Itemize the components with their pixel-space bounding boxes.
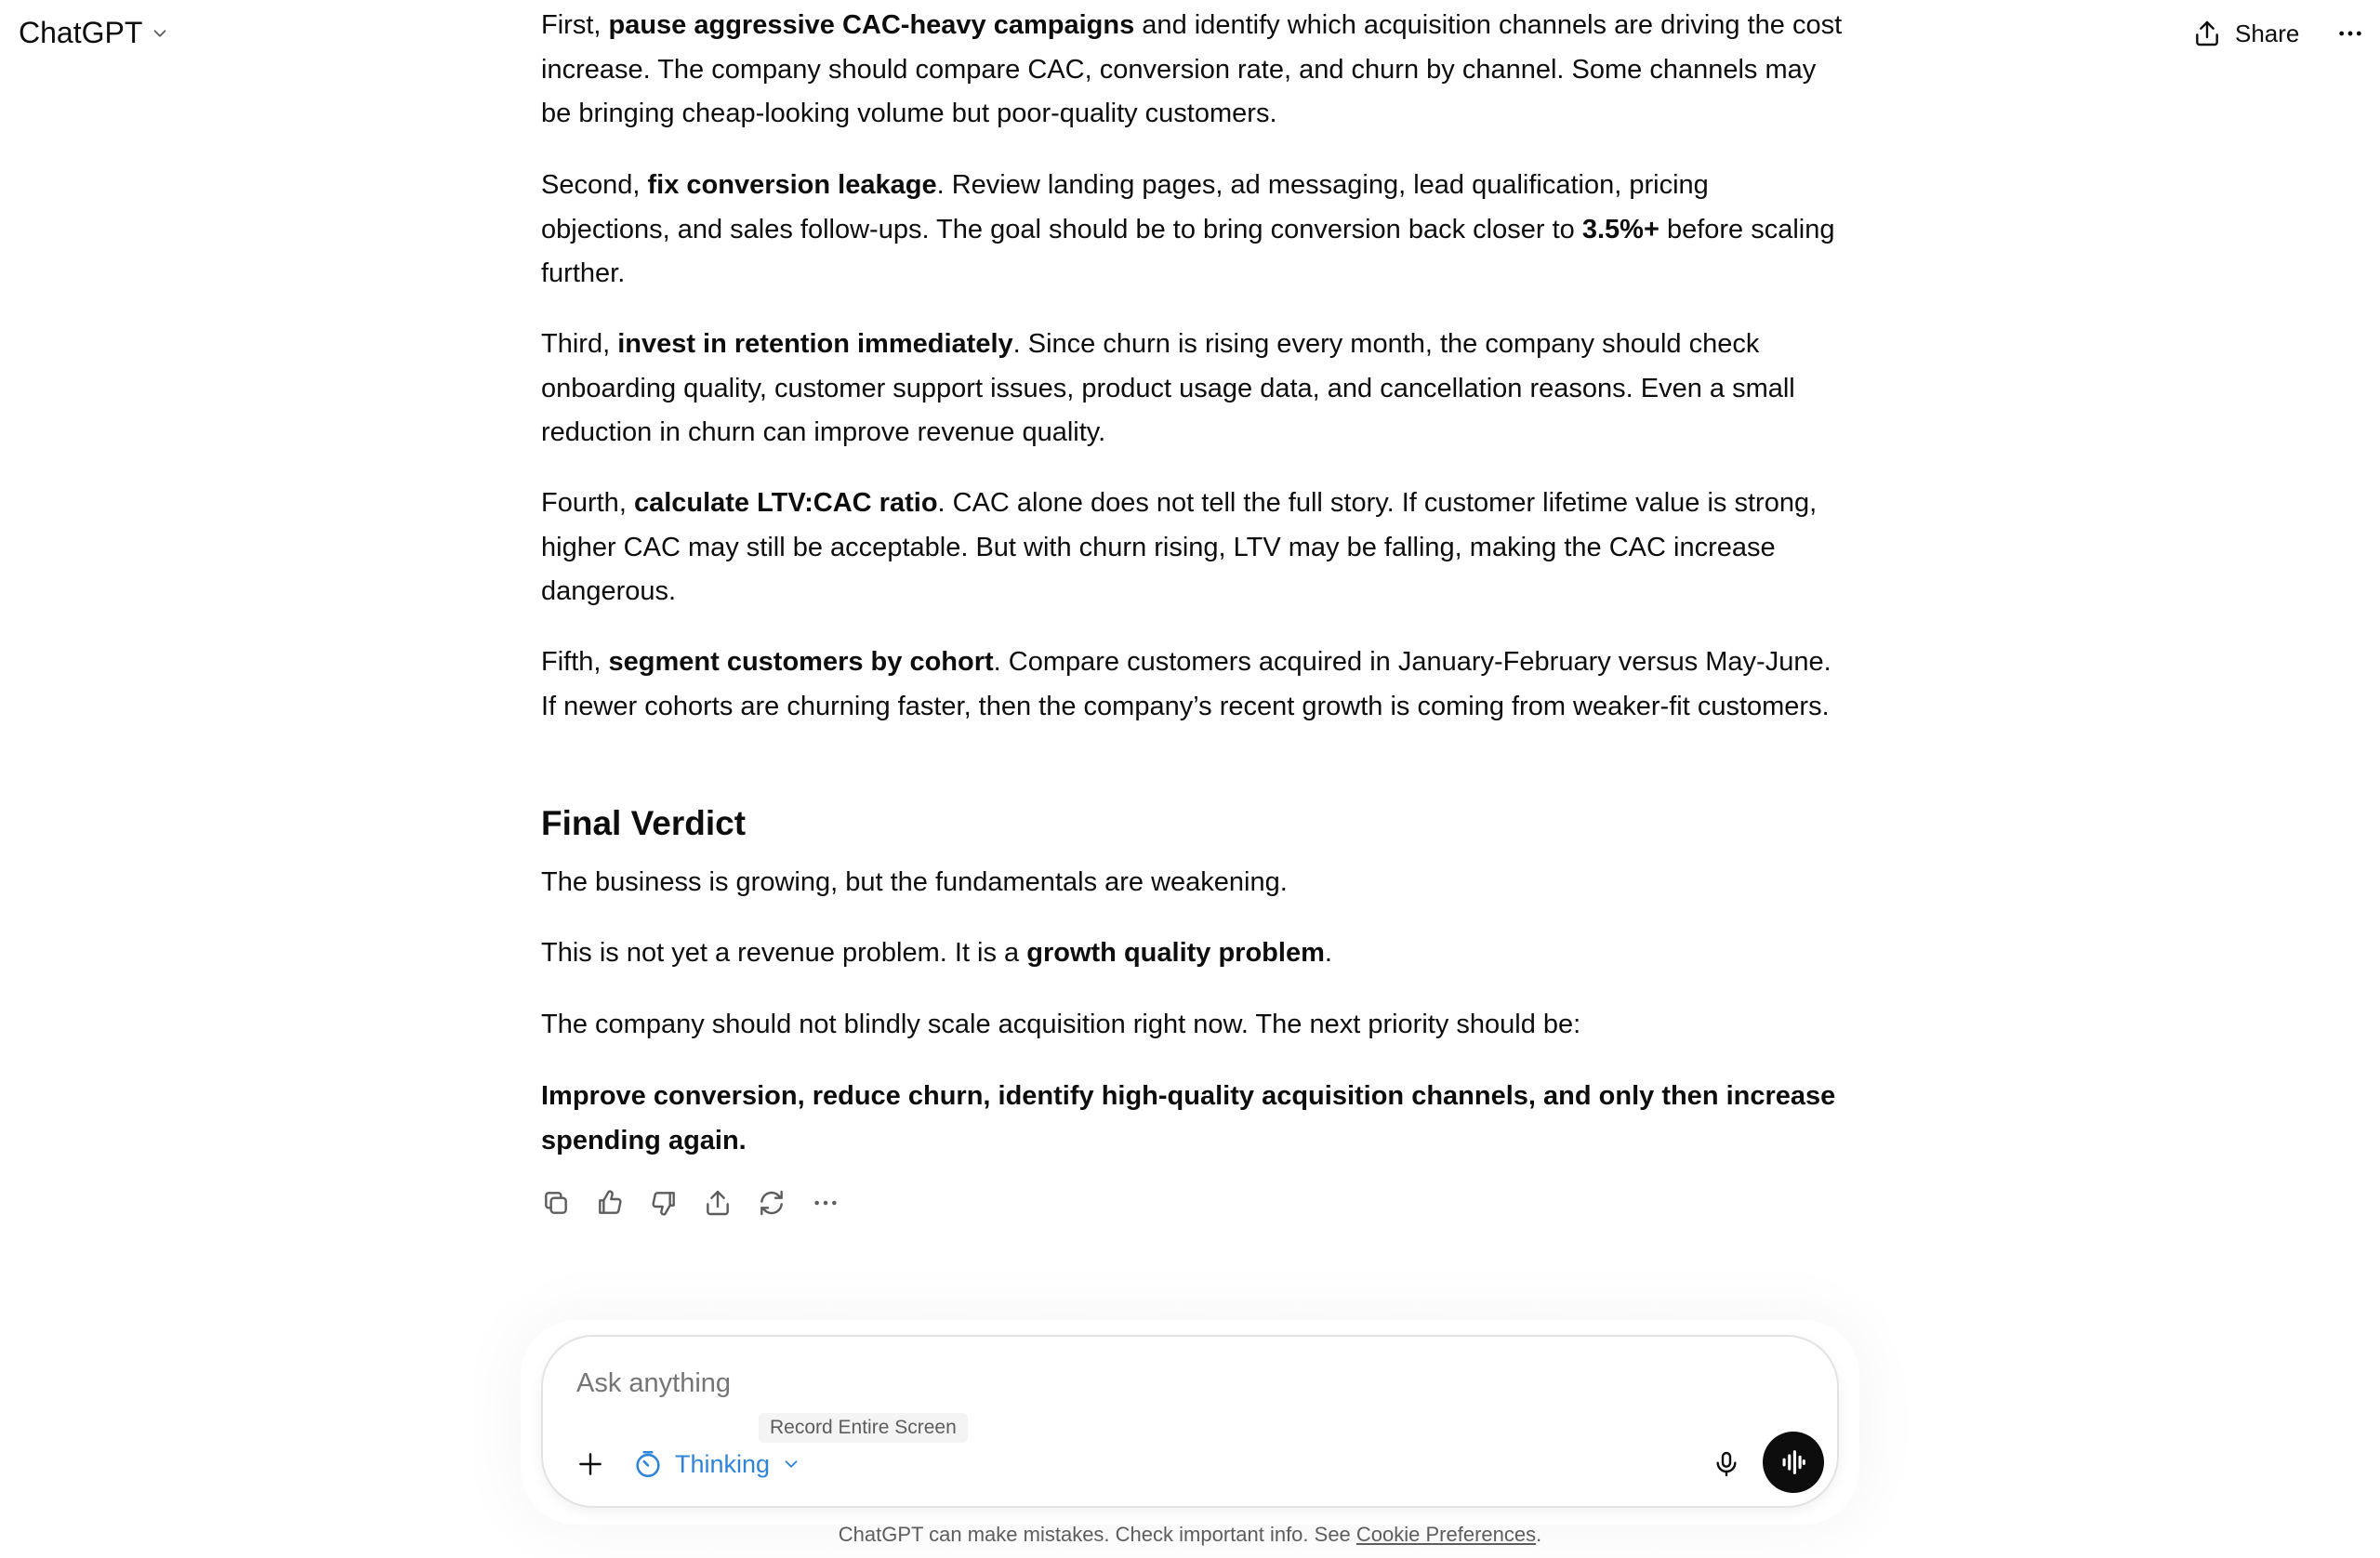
- thumbs-up-button[interactable]: [591, 1184, 628, 1221]
- bold-text: calculate LTV:CAC ratio: [633, 488, 938, 518]
- message-paragraph: [541, 1075, 1843, 1163]
- voice-waveform-icon: [1778, 1446, 1809, 1478]
- conversation-options-button[interactable]: [2332, 15, 2369, 52]
- message-paragraph: [541, 931, 1843, 976]
- message-actions: [537, 1184, 844, 1221]
- bold-text: pause aggressive CAC-heavy campaigns: [608, 10, 1135, 40]
- text-run: before scaling further.: [541, 214, 1835, 288]
- text-run: and identify which acquisition channels are driving the cost increase. The company should compare CAC, conversion rate, and churn by channel. Some channels may be bringing cheap-looking volume but poor-quality customers.: [541, 10, 1843, 128]
- text-run: First,: [541, 10, 609, 40]
- model-selector[interactable]: [19, 14, 170, 51]
- message-paragraph: [541, 323, 1843, 456]
- cookie-preferences-link[interactable]: Cookie Preferences: [1355, 1523, 1537, 1546]
- share-icon: [703, 1188, 733, 1218]
- refresh-icon: [757, 1188, 787, 1218]
- copy-icon: [541, 1188, 571, 1218]
- app-title: ChatGPT: [19, 16, 143, 49]
- bold-text: Improve conversion, reduce churn, identify high-quality acquisition channels, and only then increase spending again.: [541, 1081, 1836, 1155]
- bold-text: 3.5%+: [1581, 214, 1659, 244]
- text-run: The business is growing, but the fundamentals are weakening.: [541, 867, 1288, 897]
- disclaimer: [0, 1519, 2380, 1551]
- bold-text: growth quality problem: [1026, 938, 1325, 968]
- text-run: . Since churn is rising every month, the company should check onboarding quality, customer support issues, product usage data, and cancellation reasons. Even a small reduction in churn can improve revenue quality.: [541, 329, 1795, 447]
- text-run: Second,: [541, 170, 648, 200]
- prompt-input[interactable]: [576, 1365, 1692, 1402]
- message-paragraph: [541, 640, 1843, 729]
- chevron-down-icon: [150, 23, 170, 44]
- thinking-mode-button[interactable]: [632, 1443, 801, 1485]
- share-label: Share: [2235, 19, 2300, 47]
- thinking-mode-label: Thinking: [675, 1449, 771, 1478]
- bold-text: invest in retention immediately: [617, 329, 1013, 359]
- dictate-button[interactable]: [1705, 1443, 1748, 1485]
- message-paragraph: [541, 482, 1843, 614]
- text-run: The company should not blindly scale acquisition right now. The next priority should be:: [541, 1010, 1581, 1039]
- bold-text: fix conversion leakage: [647, 170, 937, 200]
- add-attachment-button[interactable]: [569, 1443, 612, 1485]
- disclaimer-suffix: .: [1536, 1523, 1542, 1546]
- voice-mode-button[interactable]: [1763, 1432, 1824, 1493]
- message-paragraph: [541, 1003, 1843, 1048]
- text-run: This is not yet a revenue problem. It is a: [541, 938, 1027, 968]
- thumbs-up-icon: [595, 1188, 625, 1218]
- share-button[interactable]: [2185, 11, 2307, 56]
- text-run: Fourth,: [541, 488, 634, 518]
- more-horizontal-icon: [2335, 19, 2365, 48]
- chevron-down-icon: [781, 1454, 801, 1474]
- message-paragraph: [541, 164, 1843, 297]
- disclaimer-text: ChatGPT can make mistakes. Check important info. See: [838, 1523, 1356, 1546]
- text-run: .: [1324, 938, 1332, 968]
- plus-icon: [575, 1449, 605, 1479]
- tooltip: Record Entire Screen: [759, 1413, 968, 1443]
- section-heading: Final Verdict: [541, 804, 747, 842]
- message-paragraph: [541, 861, 1843, 905]
- more-actions-button[interactable]: [807, 1184, 844, 1221]
- microphone-icon: [1712, 1449, 1741, 1479]
- text-run: . Compare customers acquired in January-February versus May-June. If newer cohorts are churning faster, then the company’s recent growth is coming from weaker-fit customers.: [541, 647, 1831, 721]
- composer: [541, 1335, 1839, 1508]
- share-message-button[interactable]: [699, 1184, 736, 1221]
- text-run: Fifth,: [541, 647, 609, 677]
- regenerate-button[interactable]: [753, 1184, 790, 1221]
- bold-text: segment customers by cohort: [608, 647, 994, 677]
- thumbs-down-button[interactable]: [645, 1184, 682, 1221]
- text-run: . CAC alone does not tell the full story. If customer lifetime value is strong, higher CAC may still be acceptable. But with churn rising, LTV may be falling, making the CAC increase dangerous.: [541, 488, 1818, 606]
- text-run: . Review landing pages, ad messaging, lead qualification, pricing objections, and sales follow-ups. The goal should be to bring conversion back closer to: [541, 170, 1709, 244]
- share-icon: [2192, 19, 2222, 48]
- copy-button[interactable]: [537, 1184, 575, 1221]
- message-paragraph: [541, 4, 1843, 137]
- stopwatch-icon: [632, 1448, 664, 1480]
- text-run: Third,: [541, 329, 618, 359]
- more-horizontal-icon: [811, 1188, 840, 1218]
- thumbs-down-icon: [649, 1188, 679, 1218]
